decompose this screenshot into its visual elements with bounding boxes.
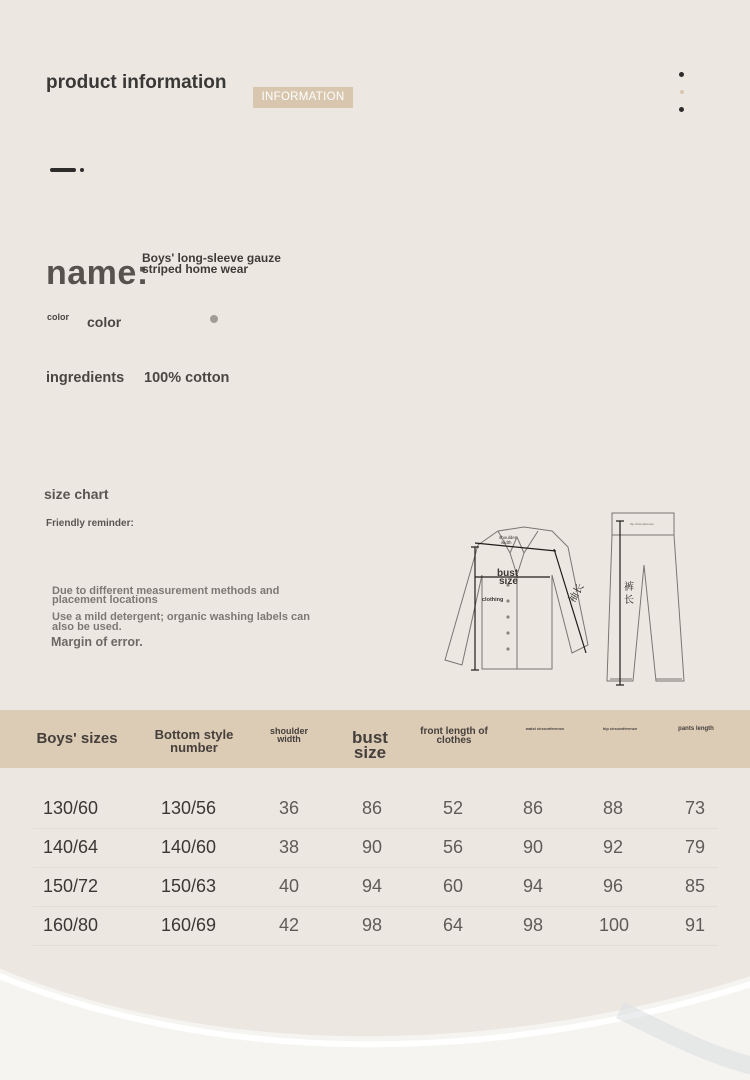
cell-front: 64 [443,915,464,935]
color-swatch [210,315,218,323]
friendly-reminder: Friendly reminder: [46,518,134,529]
dot-icon [680,90,684,94]
information-tag: INFORMATION [253,87,353,108]
note-detergent: Use a mild detergent; organic washing labels can also be used. [52,611,310,633]
dot-icon [679,107,684,112]
svg-text:hip circumference: hip circumference [630,522,654,526]
cell-waist: 90 [523,837,544,857]
cell-bust: 94 [362,876,383,896]
cell-bust: 98 [362,915,383,935]
table-row [33,907,718,946]
svg-text:width: width [501,540,512,545]
divider-dot [80,168,84,172]
dot-icon [679,72,684,77]
cell-size: 160/80 [43,915,99,935]
cell-front: 52 [443,798,464,818]
cell-shoulder: 42 [279,915,300,935]
cell-front: 60 [443,876,464,896]
shirt-buttons [506,583,509,650]
cell-hip: 92 [603,837,624,857]
clothing-label: clothing [482,597,504,603]
cell-size: 140/64 [43,837,99,857]
col-boys-sizes: Boys' sizes [36,730,118,747]
shoulder-width-label: shoulder [499,535,517,540]
col-bust-size: bust size [352,728,388,762]
garment-illustration [440,505,700,695]
cell-pants: 91 [685,915,706,935]
cell-bottom: 140/60 [161,837,217,857]
col-waist: waist circumference [525,726,565,731]
note-measurement: Due to different measurement methods and placement locations [52,585,280,606]
svg-text:长: 长 [624,595,634,606]
pants-outline [607,513,684,681]
cell-shoulder: 38 [279,837,300,857]
table-row [33,868,718,907]
cell-bottom: 150/63 [161,876,217,896]
cell-shoulder: 40 [279,876,300,896]
cell-hip: 100 [599,915,630,935]
cell-front: 56 [443,837,464,857]
col-front-length: front length of clothes [420,726,488,746]
cell-hip: 96 [603,876,624,896]
col-hip: hip circumference [602,726,638,731]
note-margin: Margin of error. [51,635,143,649]
name-value: Boys' long-sleeve gauze striped home wear [142,251,281,276]
size-chart-title: size chart [44,486,109,502]
color-label: color [87,314,122,330]
col-pants-length: pants length [678,726,714,732]
col-bottom-style: Bottom style number [154,727,234,755]
cell-pants: 79 [685,837,706,857]
cell-waist: 94 [523,876,544,896]
svg-text:size: size [499,576,518,587]
cell-bottom: 130/56 [161,798,217,818]
cell-waist: 98 [523,915,544,935]
color-small-label: color [47,312,70,322]
cell-hip: 88 [603,798,624,818]
cell-bottom: 160/69 [161,915,217,935]
bust-size-label: bust [497,568,519,579]
sleeve-length-label: 袖长 [567,582,587,605]
cell-shoulder: 36 [279,798,300,818]
name-label: name: [46,254,149,292]
table-row [33,790,718,829]
col-shoulder-width: shoulder width [269,726,308,744]
cell-pants: 73 [685,798,706,818]
size-table-header [0,710,750,768]
shirt-measure-lines [471,543,586,670]
cell-bust: 86 [362,798,383,818]
pants-length-label: 裤 [624,582,634,593]
ingredients-label: ingredients [46,370,125,386]
page-title: product information [46,72,227,93]
shirt-outline [445,527,588,669]
cell-bust: 90 [362,837,383,857]
cell-size: 150/72 [43,876,99,896]
decorative-curve [0,950,750,1080]
cell-pants: 85 [685,876,706,896]
divider-dash [50,168,76,172]
ingredients-value: 100% cotton [144,370,230,386]
table-row [33,829,718,868]
cell-size: 130/60 [43,798,99,818]
cell-waist: 86 [523,798,544,818]
size-table [33,790,718,946]
